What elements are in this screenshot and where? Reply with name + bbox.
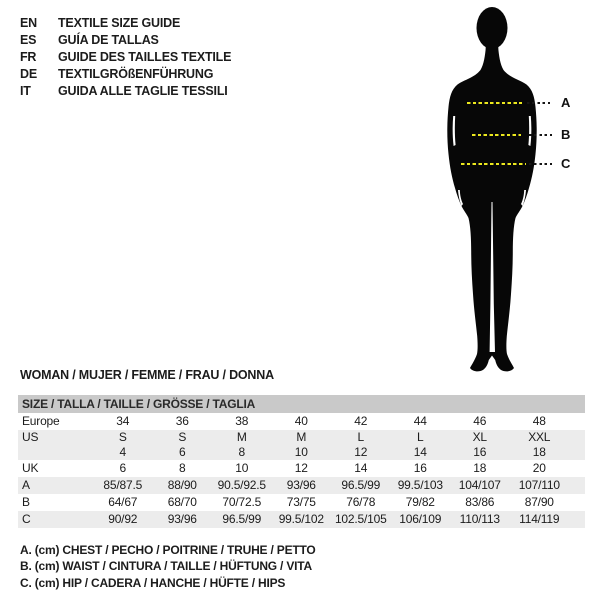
table-cell: 40 — [294, 414, 308, 428]
size-table — [18, 395, 585, 528]
measure-label-c: C — [561, 156, 571, 171]
table-cell: XXL — [528, 430, 551, 444]
table-cell: 36 — [175, 414, 189, 428]
table-cell: S — [118, 430, 127, 444]
table-cell: M — [236, 430, 247, 444]
table-subrow — [18, 445, 585, 460]
waist-dash-line — [472, 134, 521, 136]
table-cell: 106/109 — [399, 512, 442, 526]
table-cell: 20 — [532, 461, 546, 475]
table-cell: 107/110 — [518, 478, 560, 492]
row-label — [18, 445, 93, 460]
legend-hip: C. (cm) HIP / CADERA / HANCHE / HÜFTE / HIPS — [20, 575, 286, 590]
table-cell: 14 — [354, 461, 368, 475]
section-title: WOMAN / MUJER / FEMME / FRAU / DONNA — [20, 368, 274, 382]
table-cell: 44 — [413, 414, 427, 428]
table-cell: 87/90 — [524, 495, 554, 509]
table-cell: 96.5/99 — [341, 478, 381, 492]
table-cell: 34 — [116, 414, 130, 428]
table-cell: 6 — [119, 461, 126, 475]
row-label: A — [22, 478, 30, 492]
row-label: UK — [22, 461, 39, 475]
table-cell: 85/87.5 — [103, 478, 143, 492]
language-code: FR — [20, 50, 37, 64]
table-cell: XL — [472, 430, 487, 444]
table-cell: 6 — [179, 445, 186, 459]
table-cell: 104/107 — [458, 478, 501, 492]
table-cell: S — [178, 430, 187, 444]
legend-waist: B. (cm) WAIST / CINTURA / TAILLE / HÜFTUNG / VITA — [20, 559, 312, 574]
table-cell: 99.5/103 — [397, 478, 443, 492]
table-cell: 48 — [532, 414, 546, 428]
table-row-europe — [18, 413, 585, 430]
row-label: B — [22, 495, 30, 509]
language-label: TEXTILE SIZE GUIDE — [58, 16, 181, 30]
table-cell: 76/78 — [346, 495, 376, 509]
hip-leader-line — [529, 163, 553, 165]
language-label: GUIDE DES TAILLES TEXTILE — [58, 50, 232, 64]
waist-leader-line — [529, 134, 553, 136]
table-cell: 42 — [354, 414, 368, 428]
language-label: GUÍA DE TALLAS — [58, 33, 159, 47]
table-row-chest — [18, 477, 585, 494]
table-cell: 114/119 — [519, 512, 560, 526]
language-label: GUIDA ALLE TAGLIE TESSILI — [58, 84, 228, 98]
table-cell: L — [417, 430, 424, 444]
table-cell: 46 — [473, 414, 487, 428]
table-subrow — [18, 430, 585, 445]
table-cell: 93/96 — [286, 478, 316, 492]
table-cell: 90.5/92.5 — [217, 478, 266, 492]
table-cell: 8 — [179, 461, 186, 475]
table-cell: 12 — [354, 445, 368, 459]
legend-chest: A. (cm) CHEST / PECHO / POITRINE / TRUHE / PETTO — [20, 543, 316, 557]
table-cell: 16 — [413, 461, 427, 475]
table-row-waist — [18, 494, 585, 511]
table-cell: 10 — [235, 461, 249, 475]
chest-dash-line — [467, 102, 522, 104]
table-cell: 38 — [235, 414, 249, 428]
table-cell: 99.5/102 — [278, 512, 324, 526]
table-cell: 12 — [294, 461, 308, 475]
table-cell: 93/96 — [167, 512, 197, 526]
table-cell: 16 — [473, 445, 487, 459]
table-cell: 102.5/105 — [334, 512, 387, 526]
row-label: Europe — [22, 414, 60, 428]
measure-label-b: B — [561, 127, 571, 142]
measure-label-a: A — [561, 95, 571, 110]
table-cell: 79/82 — [405, 495, 435, 509]
language-code: EN — [20, 16, 37, 30]
table-cell: 4 — [119, 445, 126, 459]
table-cell: 8 — [238, 445, 245, 459]
row-label: US — [22, 430, 39, 444]
measurement-legend — [20, 542, 316, 591]
table-cell: L — [357, 430, 364, 444]
table-cell: 90/92 — [108, 512, 138, 526]
table-cell: 70/72.5 — [222, 495, 262, 509]
table-cell: M — [296, 430, 307, 444]
table-row-us — [18, 430, 585, 460]
chest-leader-line — [527, 102, 553, 104]
table-cell: 73/75 — [286, 495, 316, 509]
table-cell: 83/86 — [465, 495, 495, 509]
table-row-hip — [18, 511, 585, 528]
table-cell: 10 — [294, 445, 308, 459]
table-cell: 88/90 — [167, 478, 197, 492]
table-cell: 18 — [473, 461, 487, 475]
language-code: ES — [20, 33, 37, 47]
table-cell: 64/67 — [108, 495, 138, 509]
hip-dash-line — [461, 163, 526, 165]
language-label: TEXTILGRÖßENFÜHRUNG — [58, 67, 214, 81]
table-cell: 68/70 — [167, 495, 197, 509]
row-label: C — [22, 512, 31, 526]
table-cell: 96.5/99 — [222, 512, 262, 526]
table-cell: 18 — [532, 445, 546, 459]
language-code: IT — [20, 84, 31, 98]
table-row-uk — [18, 460, 585, 477]
woman-silhouette — [425, 4, 565, 374]
language-code: DE — [20, 67, 37, 81]
size-table-header: SIZE / TALLA / TAILLE / GRÖSSE / TAGLIA — [18, 395, 585, 413]
table-cell: 110/113 — [459, 512, 500, 526]
table-cell: 14 — [413, 445, 427, 459]
